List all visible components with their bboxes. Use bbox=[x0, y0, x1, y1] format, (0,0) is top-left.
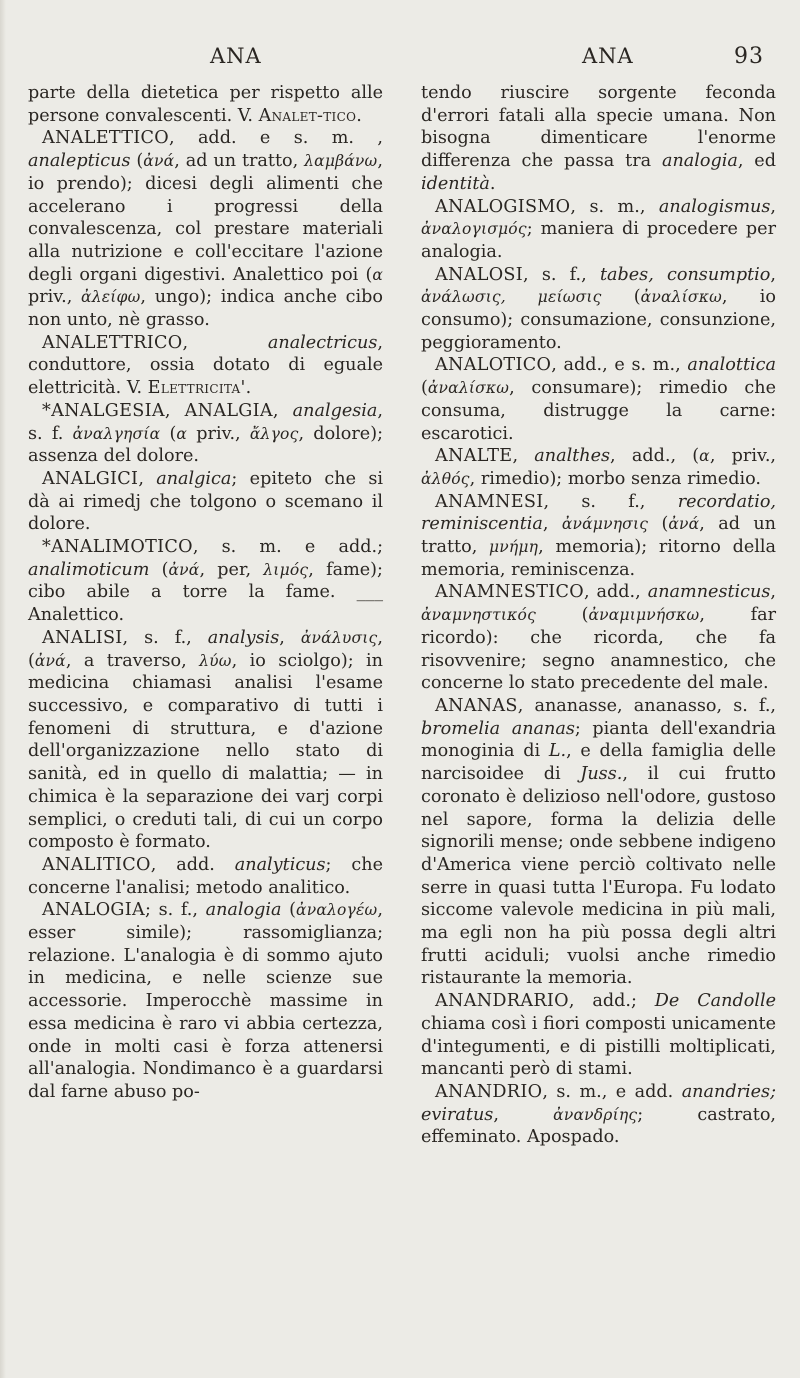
italic-term: tabes, consumptio bbox=[599, 264, 771, 285]
entry-text: , bbox=[138, 468, 157, 489]
entry-text: chiama così i fiori composti unicamente d'integumenti, e di pistilli moltiplicati, mancanti però di stami. bbox=[421, 1013, 776, 1080]
entry-continuation bbox=[421, 82, 776, 196]
entry-text: , dolore); assenza del dolore. bbox=[28, 423, 383, 467]
entry-text: priv., bbox=[187, 423, 250, 444]
entry-headword: ANALETTICO bbox=[42, 128, 169, 149]
greek-etymon: α bbox=[372, 265, 383, 284]
italic-term: analepticus bbox=[28, 151, 131, 172]
entry-text: , bbox=[182, 332, 268, 353]
entry-text: , s. m., bbox=[570, 196, 659, 217]
greek-etymon: ἀνάλωσις, μείωσις bbox=[421, 288, 602, 307]
greek-etymon: ἀναμνηστικός bbox=[421, 606, 536, 625]
dictionary-entry bbox=[421, 990, 776, 1081]
entry-text: , s. f., bbox=[523, 264, 600, 285]
entry-text: ( bbox=[421, 378, 428, 399]
running-head-right: ANA bbox=[582, 44, 634, 68]
entry-headword: ANALOGIA bbox=[42, 900, 146, 921]
italic-term: analgica bbox=[156, 468, 232, 489]
italic-term: analectricus bbox=[267, 332, 378, 353]
entry-headword: ANANDRARIO bbox=[435, 991, 569, 1012]
entry-text: , memoria); ritorno della memoria, reminiscenza. bbox=[421, 537, 776, 580]
entry-text: tendo riuscire sorgente feconda d'errori fatali alla specie umana. Non bisogna dimenticare l'enorme differenza che passa tra bbox=[421, 83, 776, 172]
greek-etymon: ἀναλίσκω bbox=[640, 288, 722, 307]
entry-text: ( bbox=[535, 605, 589, 626]
page-binding-edge bbox=[0, 0, 6, 1378]
greek-etymon: ἄλγος bbox=[249, 424, 299, 443]
entry-text: , ad un tratto, bbox=[421, 514, 776, 558]
greek-etymon: ἀνάμνησις bbox=[561, 515, 649, 534]
entry-text: , ed bbox=[737, 151, 776, 172]
greek-etymon: μνήμη bbox=[489, 538, 539, 557]
greek-etymon: ἀλείφω bbox=[81, 288, 141, 307]
entry-text: , io prendo); dicesi degli alimenti che accelerano i progressi della convalescenza, col prestare materiali alla nutrizione e coll'eccitare l'azione degli organi digestivi. Analettico poi ( bbox=[28, 151, 383, 285]
entry-text: , ( bbox=[28, 627, 383, 671]
entry-headword: ANALGICI bbox=[42, 468, 139, 489]
entry-text: . bbox=[356, 105, 362, 126]
entry-headword: ANALTE bbox=[435, 446, 513, 467]
dictionary-entry bbox=[28, 127, 383, 331]
dictionary-entry bbox=[28, 332, 383, 400]
dictionary-entry bbox=[28, 627, 383, 854]
entry-text: ( bbox=[130, 151, 144, 172]
greek-etymon: ἀνά bbox=[34, 651, 66, 670]
entry-headword: ANALETTRICO bbox=[42, 332, 183, 353]
greek-etymon: ἀνά bbox=[668, 515, 700, 534]
entry-text: , add., ( bbox=[610, 446, 700, 467]
entry-text: , add. bbox=[150, 854, 235, 875]
entry-continuation bbox=[28, 82, 383, 127]
entry-text: , bbox=[542, 514, 562, 535]
italic-term: analysis bbox=[207, 627, 280, 648]
page-number: 93 bbox=[734, 44, 764, 69]
entry-headword: ANALOSI bbox=[435, 264, 524, 285]
entry-headword: ANALITICO bbox=[42, 854, 151, 875]
entry-text: , s. m. e add.; bbox=[192, 537, 383, 558]
entry-text: parte della dietetica per rispetto alle persone convalescenti. V. bbox=[28, 83, 383, 126]
entry-text: , bbox=[770, 582, 776, 603]
dictionary-entry bbox=[421, 196, 776, 264]
entry-text: , ad un tratto, bbox=[174, 151, 305, 172]
entry-text: , io sciolgo); in medicina chiamasi analisi l'esame successivo, e comparativo di tutti i fenomeni di struttura, e d'azione dell'organizzazione nello stato di sanità, ed in quello di malattia; — in chimica è la separazione dei varj corpi semplici, o creduti tali, di cui un corpo composto è formato. bbox=[28, 650, 383, 853]
entry-text: , bbox=[770, 196, 776, 217]
entry-text: , s. f., bbox=[122, 627, 208, 648]
entry-text: , ungo); indica anche cibo non unto, nè grasso. bbox=[28, 287, 383, 331]
italic-term: analyticus bbox=[234, 854, 326, 875]
entry-headword: ANAMNESTICO bbox=[435, 582, 584, 603]
italic-term: L. bbox=[548, 741, 567, 762]
dictionary-entry bbox=[28, 400, 383, 468]
entry-headword: ANANAS bbox=[435, 695, 518, 716]
entry-text: , s. f., bbox=[543, 491, 678, 512]
greek-etymon: λύω bbox=[199, 651, 232, 670]
greek-etymon: λιμός bbox=[263, 560, 309, 579]
greek-etymon: ἀλθός bbox=[421, 469, 470, 488]
entry-text: ( bbox=[601, 287, 641, 308]
entry-headword: Analet-tico bbox=[258, 105, 357, 126]
entry-headword: ANALISI bbox=[42, 627, 123, 648]
entry-text: ( bbox=[648, 514, 669, 535]
entry-text: ; castrato, effeminato. Apospado. bbox=[421, 1104, 776, 1148]
entry-headword: ANALOTICO bbox=[435, 355, 552, 376]
italic-term: analottica bbox=[687, 355, 776, 376]
entry-text: ( bbox=[149, 559, 169, 580]
greek-etymon: ἀνανδρίης bbox=[553, 1105, 638, 1124]
greek-etymon: α bbox=[699, 447, 710, 466]
greek-etymon: ἀνάλυσις bbox=[300, 628, 378, 647]
entry-headword: *ANALIMOTICO bbox=[42, 537, 193, 558]
italic-term: Juss. bbox=[580, 764, 623, 785]
greek-etymon: ἀναλογέω bbox=[296, 901, 378, 920]
italic-term: analogismus bbox=[658, 196, 771, 217]
entry-text: priv., bbox=[28, 287, 82, 308]
greek-etymon: λαμβάνω bbox=[304, 152, 378, 171]
entry-headword: ANANDRIO bbox=[435, 1081, 543, 1102]
entry-text: , priv., bbox=[709, 446, 777, 467]
italic-term: analgesia bbox=[292, 400, 378, 421]
entry-text: ; che concerne l'analisi; metodo analitico. bbox=[28, 854, 383, 898]
entry-headword: *ANALGESIA, ANALGIA, bbox=[42, 400, 293, 421]
entry-text: , fame); cibo abile a torre la fame. ___ Analettico. bbox=[28, 559, 383, 626]
italic-term: analogia bbox=[205, 900, 282, 921]
dictionary-entry bbox=[421, 354, 776, 445]
italic-term: bromelia ananas bbox=[421, 718, 575, 739]
dictionary-entry bbox=[421, 491, 776, 582]
entry-text: , add.; bbox=[568, 991, 655, 1012]
entry-text: , far ricordo): che ricorda, che fa risovvenire; segno anamnestico, che concerne lo stato precedente del male. bbox=[421, 605, 776, 694]
italic-term: analogia bbox=[661, 151, 738, 172]
greek-etymon: ἀναλογισμός bbox=[421, 220, 527, 239]
dictionary-entry bbox=[421, 1081, 776, 1149]
entry-text: ; pianta dell'exandria monoginia di bbox=[421, 718, 776, 762]
left-column bbox=[28, 82, 383, 1104]
italic-term: De Candolle bbox=[654, 991, 777, 1012]
entry-text: , consumare); rimedio che consuma, distrugge la carne: escarotici. bbox=[421, 378, 776, 444]
dictionary-entry bbox=[421, 581, 776, 695]
entry-text: ; maniera di procedere per analogia. bbox=[421, 219, 776, 262]
entry-text: , a traverso, bbox=[65, 650, 200, 671]
greek-etymon: ἀναμιμνήσκω bbox=[588, 606, 700, 625]
entry-text: , s. f. bbox=[28, 400, 383, 444]
entry-text: , bbox=[512, 446, 535, 467]
entry-text: , esser simile); rassomiglianza; relazione. L'analogia è di sommo ajuto in medicina, e nelle scienze sue accessorie. Imperocchè massime in essa medicina è raro vi abbia certezza, onde in molti casi è forza attenersi all'analogia. Nondimanco è a guardarsi dal farne abuso po- bbox=[28, 900, 383, 1102]
italic-term: identità bbox=[421, 173, 490, 194]
entry-text: , add., bbox=[583, 582, 648, 603]
entry-text: , io consumo); consumazione, consunzione, peggioramento. bbox=[421, 287, 776, 353]
dictionary-entry bbox=[28, 899, 383, 1103]
italic-term: analimoticum bbox=[28, 559, 150, 580]
greek-etymon: ἀναλίσκω bbox=[427, 379, 510, 398]
entry-text: , bbox=[279, 627, 301, 648]
running-head-left: ANA bbox=[210, 44, 262, 68]
entry-text: ; s. f., bbox=[145, 900, 206, 921]
entry-text: , per, bbox=[199, 559, 264, 580]
entry-text: , il cui frutto coronato è delizioso nell'odore, gustoso nel sapore, forma la delizia delle signorili mense; onde sebbene indigeno d'America viene perciò coltivato nelle serre in quasi tutta l'Europa. Fu lodato siccome valevole medicina in più mali, ma egli non ha più possa degli altri frutti aciduli; vuolsi anche rimedio ristaurante la memoria. bbox=[421, 764, 777, 989]
entry-text: , add. e s. m. , bbox=[168, 128, 383, 149]
dictionary-entry bbox=[421, 695, 776, 990]
entry-headword: ANALOGISMO bbox=[435, 196, 571, 217]
dictionary-entry bbox=[421, 445, 776, 490]
greek-etymon: ἀνά bbox=[168, 560, 200, 579]
entry-text: , bbox=[770, 264, 776, 285]
greek-etymon: α bbox=[176, 424, 188, 443]
greek-etymon: ἀνά bbox=[143, 152, 175, 171]
greek-etymon: ἀναλγησία bbox=[72, 424, 161, 443]
entry-headword: Elettricita' bbox=[147, 378, 246, 399]
right-column bbox=[421, 82, 776, 1149]
italic-term: anandries; eviratus bbox=[421, 1081, 776, 1125]
entry-text: , bbox=[493, 1104, 554, 1125]
entry-text: , e della famiglia delle narcisoidee di bbox=[421, 741, 776, 785]
entry-text: ; epiteto che si dà ai rimedj che tolgono o scemano il dolore. bbox=[28, 468, 384, 535]
dictionary-entry bbox=[28, 854, 383, 899]
entry-text: ( bbox=[281, 900, 297, 921]
entry-text: , rimedio); morbo senza rimedio. bbox=[469, 468, 761, 489]
italic-term: recordatio, reminiscentia bbox=[421, 491, 776, 535]
entry-text: , s. m., e add. bbox=[542, 1081, 682, 1102]
entry-text: . bbox=[489, 173, 496, 194]
entry-text: , ananasse, ananasso, s. f., bbox=[517, 695, 776, 716]
italic-term: anamnesticus bbox=[647, 582, 771, 603]
entry-text: , add., e s. m., bbox=[551, 355, 688, 376]
italic-term: analthes bbox=[534, 446, 611, 467]
dictionary-entry bbox=[28, 536, 383, 627]
entry-text: . bbox=[245, 378, 252, 399]
entry-text: ( bbox=[160, 423, 177, 444]
entry-text: , conduttore, ossia dotato di eguale elettricità. V. bbox=[28, 332, 383, 399]
dictionary-entry bbox=[421, 264, 776, 355]
entry-headword: ANAMNESI bbox=[435, 491, 544, 512]
dictionary-entry bbox=[28, 468, 383, 536]
